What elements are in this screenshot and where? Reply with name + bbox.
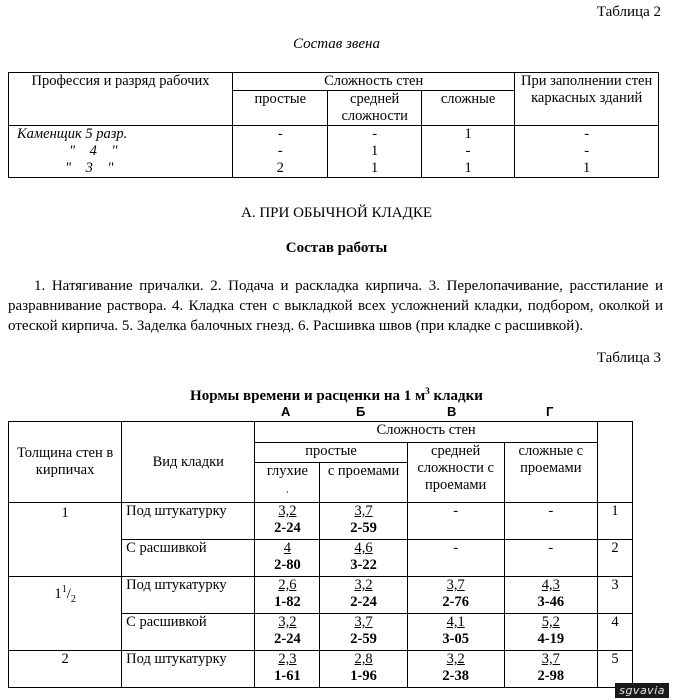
blind-mark: , (286, 485, 289, 494)
rate: 2-24 (274, 520, 301, 536)
table-row (9, 160, 659, 178)
norm-time: 4,1 (446, 614, 465, 630)
cell-g (504, 651, 597, 688)
cell-v: - (407, 503, 504, 540)
time-norms-table (8, 421, 633, 688)
title-main: Нормы времени и расценки на 1 м (190, 388, 426, 404)
cell-v (407, 577, 504, 614)
row-profession: Каменщик 5 разр. (9, 126, 233, 144)
cell-g: - (504, 540, 597, 577)
section-heading: А. ПРИ ОБЫЧНОЙ КЛАДКЕ (240, 205, 433, 221)
fraction-denominator: 2 (70, 594, 76, 605)
row-frame: - (515, 126, 659, 144)
fraction-whole: 1 (54, 586, 62, 602)
rate: 2-38 (442, 668, 469, 684)
cell-b (320, 577, 407, 614)
table-3-title (0, 386, 673, 405)
thickness-fraction: $1^1/_2$ (54, 584, 76, 605)
column-letter-a: А (281, 404, 291, 419)
column-letter-v: В (447, 404, 457, 419)
row-profession: " 4 " (9, 143, 233, 160)
row-number: 1 (597, 503, 632, 540)
rate: 2-24 (350, 594, 377, 610)
thickness-cell: 1 (9, 503, 122, 577)
header-medium: средней сложности с проемами (407, 443, 504, 503)
rate: 3-05 (442, 631, 469, 647)
cell-v (407, 651, 504, 688)
norm-time: 4 (283, 540, 292, 556)
table-row (9, 577, 633, 614)
rate: 2-24 (274, 631, 301, 647)
row-complex: 1 (421, 126, 514, 144)
row-simple: - (233, 143, 328, 160)
norm-time: 3,2 (446, 651, 465, 667)
cell-b (320, 651, 407, 688)
header-frame: При заполнении стен каркасных зданий (515, 73, 659, 126)
table-row (9, 126, 659, 144)
row-kind: Под штукатурку (122, 577, 255, 614)
row-number: 3 (597, 577, 632, 614)
table-2-label: Таблица 2 (596, 4, 661, 20)
row-number: 2 (597, 540, 632, 577)
header-complexity: Сложность стен (233, 73, 515, 91)
header-profession: Профессия и разряд рабочих (9, 73, 233, 126)
row-simple: 2 (233, 160, 328, 178)
header-blind (255, 463, 320, 503)
header-with-openings: с проемами (320, 463, 407, 503)
title-tail: кладки (429, 388, 483, 404)
row-medium: 1 (328, 160, 421, 178)
table-row (9, 651, 633, 688)
work-title: Состав работы (285, 240, 388, 256)
row-complex: 1 (421, 160, 514, 178)
table-row (9, 503, 633, 540)
cell-a (255, 503, 320, 540)
header-row-number (597, 422, 632, 503)
row-frame: - (515, 143, 659, 160)
norm-time: 3,2 (354, 577, 373, 593)
rate: 2-80 (274, 557, 301, 573)
row-number: 4 (597, 614, 632, 651)
norm-time: 3,2 (278, 503, 297, 519)
title-sup: 3 (425, 386, 430, 396)
rate: 2-59 (350, 631, 377, 647)
thickness-cell: 2 (9, 651, 122, 688)
crew-composition-table (8, 72, 659, 178)
cell-g: - (504, 503, 597, 540)
row-number: 5 (597, 651, 632, 688)
column-letter-g: Г (546, 404, 554, 419)
row-medium: - (328, 126, 421, 144)
row-simple: - (233, 126, 328, 144)
norm-time: 3,7 (354, 614, 373, 630)
norm-time: 4,3 (541, 577, 560, 593)
thickness-cell (9, 577, 122, 651)
cell-a (255, 540, 320, 577)
rate: 3-22 (350, 557, 377, 573)
blind-label: глухие (266, 463, 308, 479)
rate: 1-96 (350, 668, 377, 684)
cell-b (320, 614, 407, 651)
row-frame: 1 (515, 160, 659, 178)
rate: 3-46 (537, 594, 565, 610)
norm-time: 3,2 (278, 614, 297, 630)
norm-time: 2,8 (354, 651, 373, 667)
row-kind: С расшивкой (122, 614, 255, 651)
header-simple: простые (255, 443, 407, 463)
column-letter-b: Б (356, 404, 366, 419)
row-medium: 1 (328, 143, 421, 160)
rate: 4-19 (537, 631, 565, 647)
cell-a (255, 651, 320, 688)
row-kind: С расшивкой (122, 540, 255, 577)
header-medium: средней сложности (328, 91, 421, 126)
work-description: 1. Натягивание причалки. 2. Подача и раскладка кирпича. 3. Перелопачивание, расстилание и разравнивание раствора. 4. Кладка стен с выкладкой всех усложнений кладки, подбором, околкой и отеской кирпича. 5. Заделка балочных гнезд. 6. Расшивка швов (при кладке с расшивкой). (8, 278, 663, 334)
cell-g (504, 577, 597, 614)
rate: 2-76 (442, 594, 469, 610)
header-kind: Вид кладки (122, 422, 255, 503)
row-kind: Под штукатурку (122, 503, 255, 540)
header-thickness: Толщина стен в кирпичах (9, 422, 122, 503)
cell-a (255, 614, 320, 651)
norm-time: 5,2 (541, 614, 560, 630)
header-complexity: Сложность стен (255, 422, 598, 443)
table-2-title: Состав звена (292, 36, 380, 52)
rate: 1-61 (274, 668, 301, 684)
norm-time: 2,6 (278, 577, 297, 593)
row-complex: - (421, 143, 514, 160)
norm-time: 3,7 (541, 651, 560, 667)
cell-g (504, 614, 597, 651)
norm-time: 2,3 (278, 651, 297, 667)
cell-b (320, 503, 407, 540)
rate: 2-59 (350, 520, 377, 536)
cell-v (407, 614, 504, 651)
cell-a (255, 577, 320, 614)
header-complex: сложные (421, 91, 514, 126)
header-simple: простые (233, 91, 328, 126)
watermark: sgvavia (615, 683, 669, 698)
row-kind: Под штукатурку (122, 651, 255, 688)
row-profession: " 3 " (9, 160, 233, 178)
rate: 2-98 (537, 668, 565, 684)
cell-b (320, 540, 407, 577)
norm-time: 4,6 (354, 540, 373, 556)
table-3-label: Таблица 3 (596, 350, 661, 366)
table-row (9, 143, 659, 160)
norm-time: 3,7 (446, 577, 465, 593)
rate: 1-82 (274, 594, 301, 610)
header-complex: сложные с проемами (504, 443, 597, 503)
fraction-numerator: 1 (61, 584, 67, 595)
cell-v: - (407, 540, 504, 577)
norm-time: 3,7 (354, 503, 373, 519)
